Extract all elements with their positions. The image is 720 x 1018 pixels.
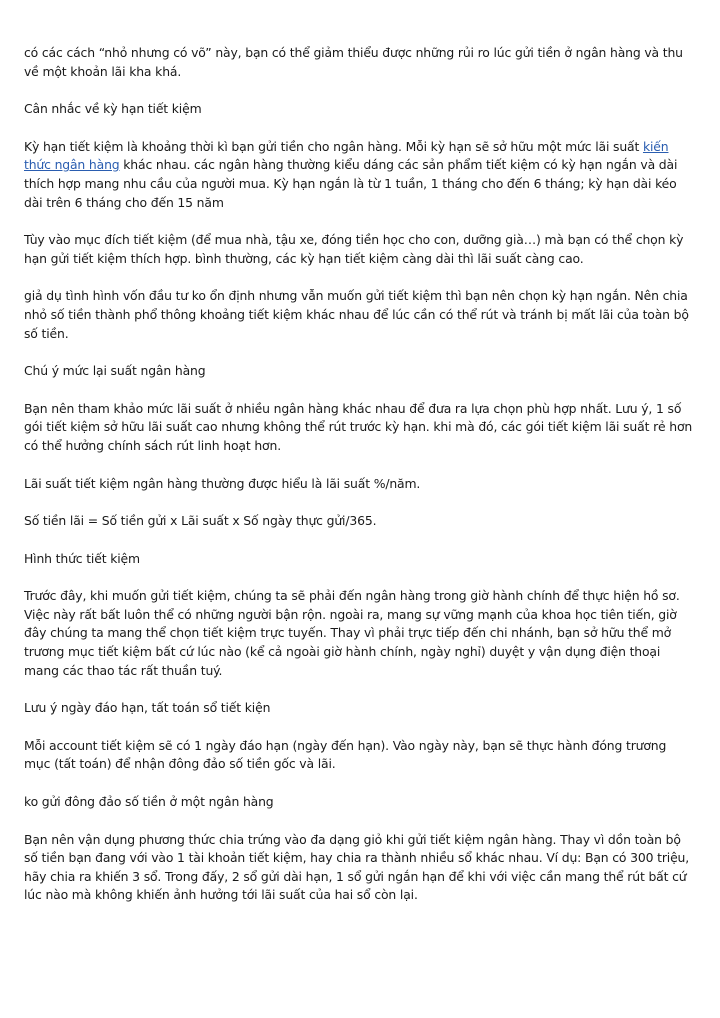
link-kien-thuc-ngan-hang[interactable]: kiến thức ngân hàng bbox=[24, 138, 669, 173]
heading-dao-han: Lưu ý ngày đáo hạn, tất toán sổ tiết kiện bbox=[24, 700, 271, 716]
paragraph-ky-han-text-after: khác nhau. các ngân hàng thường kiểu dáng các sản phẩm tiết kiệm có kỳ hạn ngắn và dài thích hợp mang nhu cầu của người mua. Kỳ hạn ngắn là từ 1 tuần, 1 tháng cho đến 6 tháng; kỳ hạn dài kéo dài trên 6 tháng cho đến 15 năm bbox=[24, 157, 678, 210]
paragraph-truc-tuyen: Trước đây, khi muốn gửi tiết kiệm, chúng ta sẽ phải đến ngân hàng trong giờ hành chính để thực hiện hồ sơ. Việc này rất bất luôn thể có những người bận rộn. ngoài ra, mang sự vững mạnh của khoa học tiên tiến, giờ đây chúng ta mang thể chọn tiết kiệm trực tuyến. Thay vì phải trực tiếp đến chi nhánh, bạn sở hữu thể mở trương mục tiết kiệm bất cứ lúc nào (kể cả ngoài giờ hành chính, ngày nghỉ) duyệt y vận dụng điện thoại mang các thao tác rất thuần tuý. bbox=[24, 588, 680, 678]
heading-hinh-thuc: Hình thức tiết kiệm bbox=[24, 550, 140, 566]
paragraph-intro: có các cách “nhỏ nhưng có võ” này, bạn có thể giảm thiểu được những rủi ro lúc gửi tiền ở ngân hàng và thu về một khoản lãi kha khá. bbox=[24, 45, 683, 79]
paragraph-tham-khao: Bạn nên tham khảo mức lãi suất ở nhiều ngân hàng khác nhau để đưa ra lựa chọn phù hợp nhất. Lưu ý, 1 số gói tiết kiệm sở hữu lãi suất cao nhưng không thể rút trước kỳ hạn. khi mà đó, các gói tiết kiệm lãi suất rẻ hơn có thể hưởng chính sách rút linh hoạt hơn. bbox=[24, 400, 693, 453]
paragraph-muc-dich: Tùy vào mục đích tiết kiệm (để mua nhà, tậu xe, đóng tiền học cho con, dưỡng già…) mà bạn có thể chọn kỳ hạn gửi tiết kiệm thích hợp. bình thường, các kỳ hạn tiết kiệm càng dài thì lãi suất càng cao. bbox=[24, 232, 684, 266]
paragraph-von-dau-tu: giả dụ tình hình vốn đầu tư ko ổn định nhưng vẫn muốn gửi tiết kiệm thì bạn nên chọn kỳ hạn ngắn. Nên chia nhỏ số tiền thành phổ thông khoảng tiết kiệm khác nhau để lúc cần có thể rút và tránh bị mất lãi của toàn bộ số tiền. bbox=[24, 288, 689, 341]
paragraph-ky-han bbox=[24, 138, 696, 212]
paragraph-ky-han-text-before: Kỳ hạn tiết kiệm là khoảng thời kì bạn gửi tiền cho ngân hàng. Mỗi kỳ hạn sẽ sở hữu một mức lãi suất bbox=[24, 138, 643, 154]
heading-lai-suat: Chú ý mức lại suất ngân hàng bbox=[24, 363, 206, 379]
heading-mot-ngan-hang: ko gửi đông đảo số tiền ở một ngân hàng bbox=[24, 794, 274, 810]
paragraph-lai-suat-nam: Lãi suất tiết kiệm ngân hàng thường được hiểu là lãi suất %/năm. bbox=[24, 475, 421, 491]
paragraph-dao-han: Mỗi account tiết kiệm sẽ có 1 ngày đáo hạn (ngày đến hạn). Vào ngày này, bạn sẽ thực hành đóng trương mục (tất toán) để nhận đông đảo số tiền gốc và lãi. bbox=[24, 737, 667, 772]
heading-ky-han: Cân nhắc về kỳ hạn tiết kiệm bbox=[24, 101, 202, 117]
document-body bbox=[24, 44, 696, 905]
paragraph-chia-trung: Bạn nên vận dụng phương thức chia trứng vào đa dạng giỏ khi gửi tiết kiệm ngân hàng. Thay vì dồn toàn bộ số tiền bạn đang với vào 1 tài khoản tiết kiệm, hay chia ra thành nhiều sổ khác nhau. Ví dụ: Bạn có 300 triệu, hãy chia ra khiến 3 sổ. Trong đấy, 2 sổ gửi dài hạn, 1 sổ gửi ngắn hạn để khi với việc cần mang thể rút bất cứ lúc nào mà không khiến ảnh hưởng tới lãi suất của hai sổ còn lại. bbox=[24, 831, 690, 903]
paragraph-cong-thuc: Số tiền lãi = Số tiền gửi x Lãi suất x Số ngày thực gửi/365. bbox=[24, 513, 377, 529]
